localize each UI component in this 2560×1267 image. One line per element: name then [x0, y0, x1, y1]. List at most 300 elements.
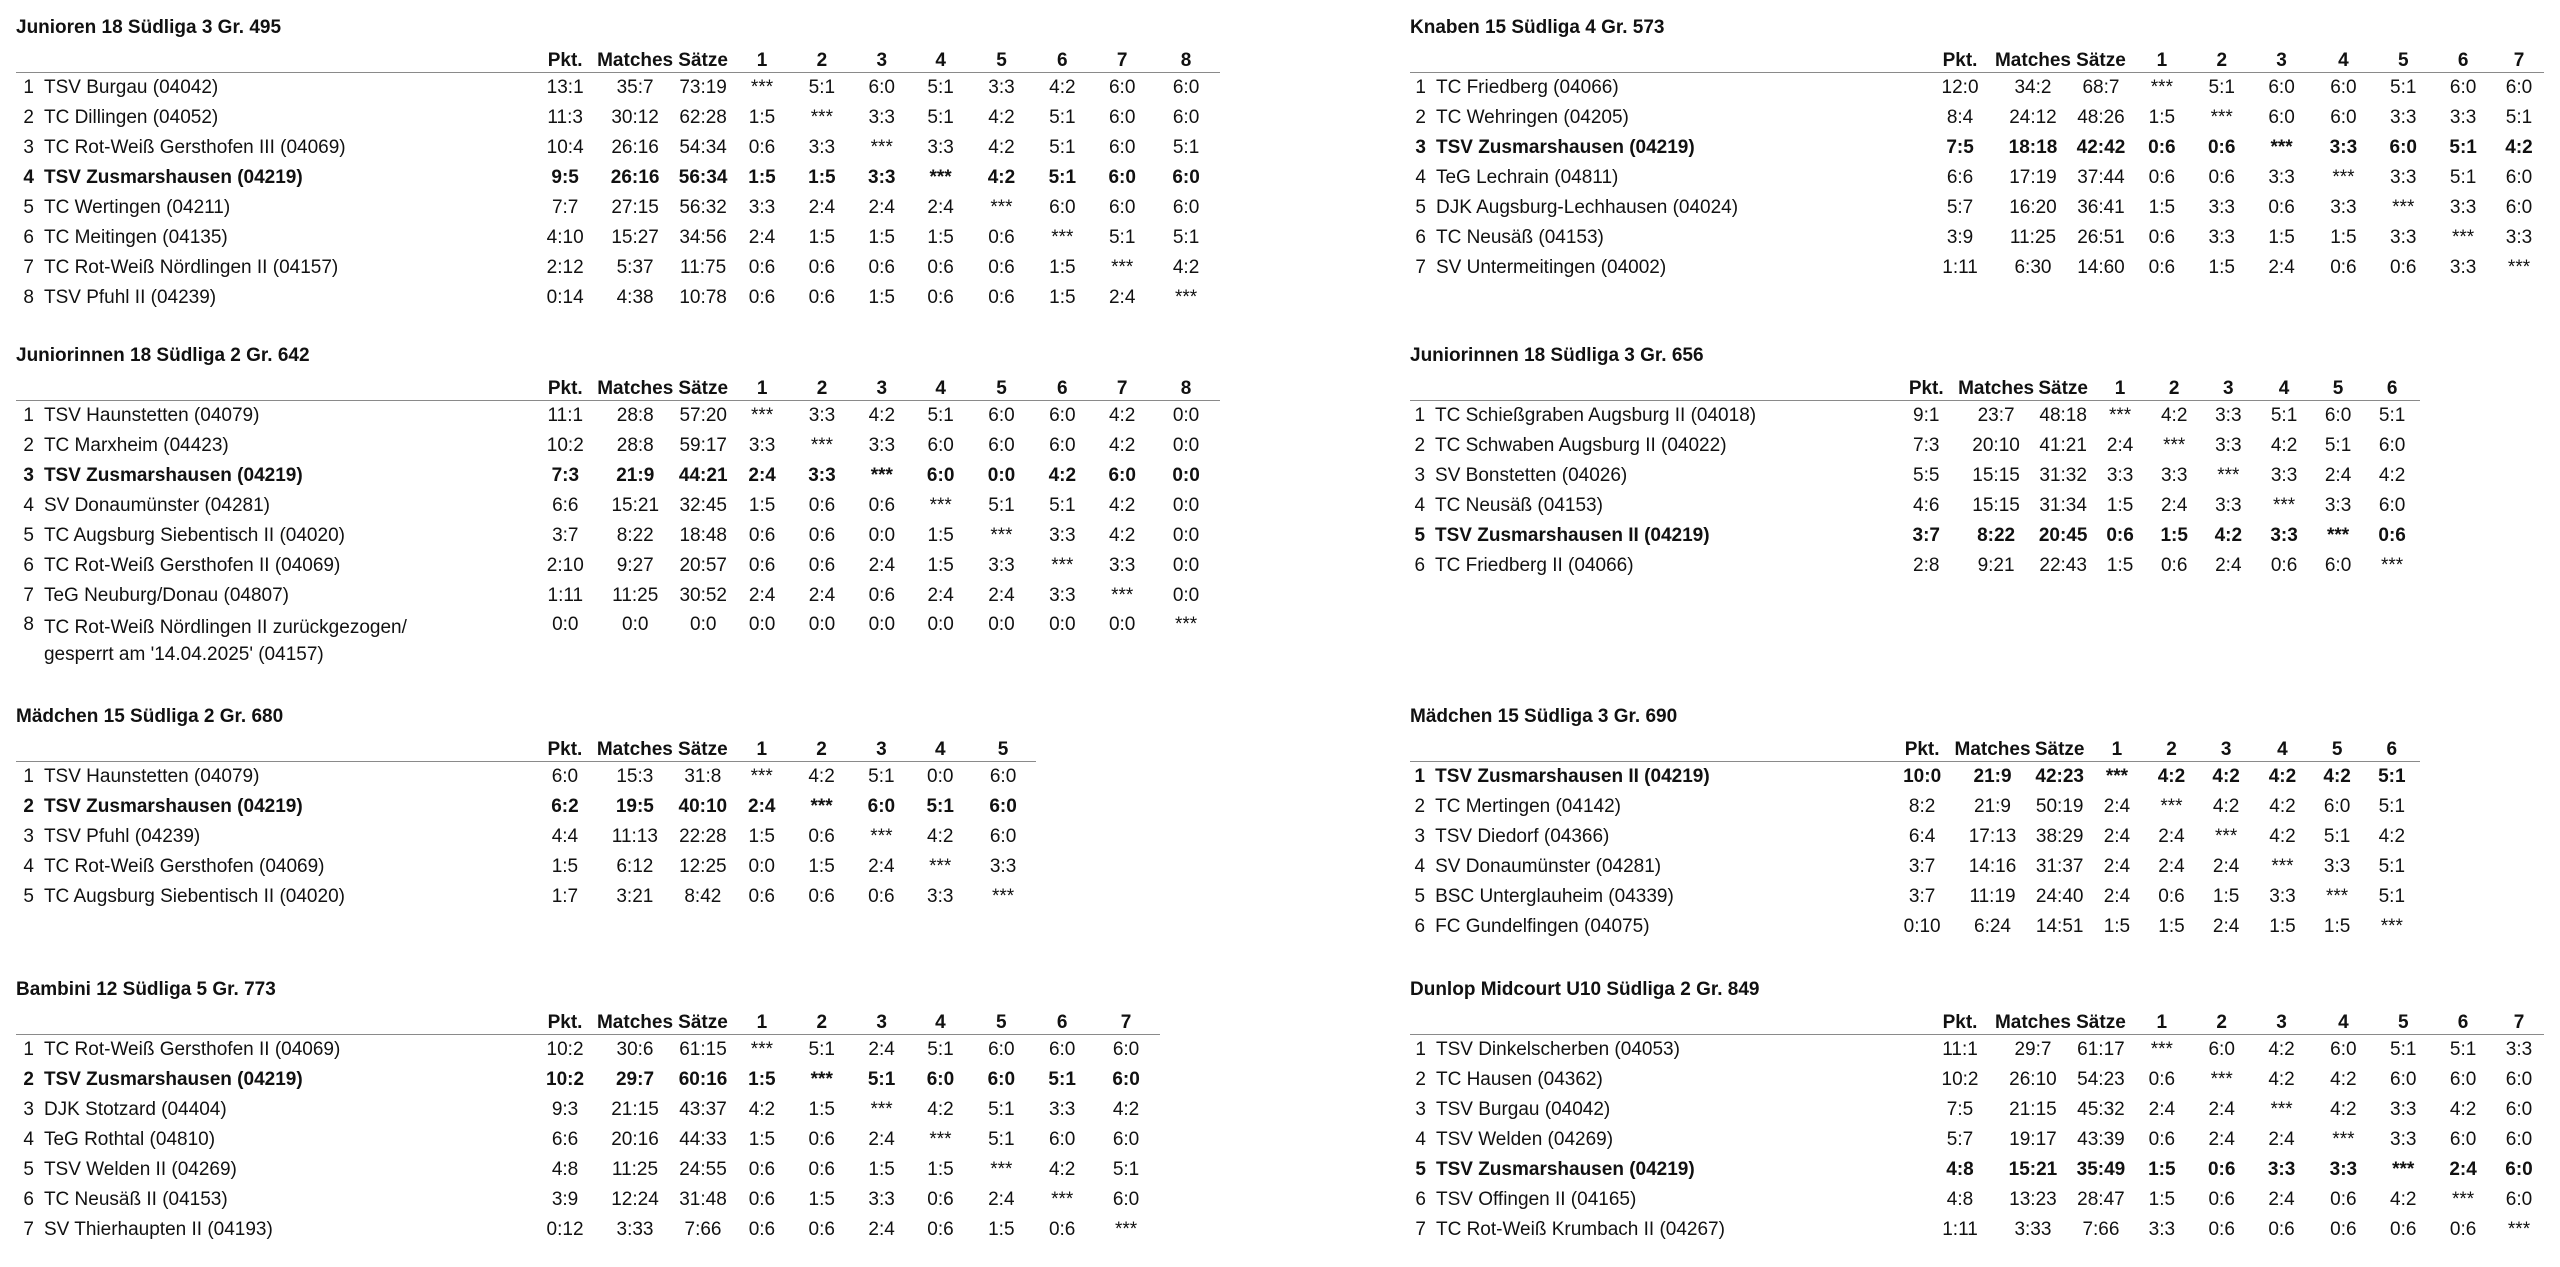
score-cell: 4:2 — [2323, 766, 2351, 787]
score-cell: 3:3 — [2324, 495, 2352, 516]
score-cell: *** — [2163, 435, 2186, 456]
score-cell: 0:0 — [808, 614, 836, 635]
score-cell: 5:1 — [927, 77, 954, 98]
score-cell: 8:42 — [684, 886, 722, 907]
team-name-cell — [1435, 491, 1894, 521]
team-name-cell — [44, 551, 533, 581]
score-cell: 6:24 — [1974, 916, 2011, 937]
rank-cell: 1 — [23, 77, 34, 98]
score-cell: 3:3 — [2215, 495, 2242, 516]
score-cell: 5:1 — [2378, 856, 2406, 877]
rank-cell: 3 — [23, 826, 34, 847]
team-header — [1435, 735, 1890, 762]
score-cell: 15:21 — [611, 495, 660, 516]
score-cell: 0:0 — [1049, 614, 1076, 635]
table-row — [16, 1215, 1160, 1245]
score-cell: 16:20 — [2009, 197, 2057, 218]
table-row — [16, 1095, 1160, 1125]
score-cell: 0:0 — [1172, 465, 1200, 486]
team-name: TSV Welden II (04269) — [43, 1159, 237, 1180]
column-header: 6 — [2457, 50, 2469, 71]
score-cell: 0:6 — [748, 287, 776, 308]
score-cell: *** — [751, 405, 774, 426]
rank-header — [16, 735, 44, 762]
score-cell: 18:48 — [679, 525, 727, 546]
score-cell: 6:6 — [551, 1129, 579, 1150]
score-cell: 4:8 — [551, 1159, 579, 1180]
team-name-cell — [44, 1185, 533, 1215]
table-row — [1410, 551, 2420, 581]
score-cell: 31:32 — [2039, 465, 2087, 486]
score-cell: 6:0 — [2505, 197, 2533, 218]
rank-cell: 5 — [23, 525, 34, 546]
table-row — [16, 401, 1220, 432]
score-cell: 0:6 — [2208, 1189, 2235, 1210]
score-cell: 6:0 — [1172, 197, 1200, 218]
score-cell: 4:6 — [1913, 495, 1940, 516]
score-cell: 6:0 — [1172, 77, 1200, 98]
score-cell: 31:37 — [2035, 856, 2084, 877]
column-header: Matches — [1958, 378, 2035, 399]
team-name: TeG Neuburg/Donau (04807) — [43, 585, 289, 606]
team-name: TC Rot-Weiß Gersthofen III (04069) — [43, 137, 346, 158]
score-cell: 6:0 — [2378, 495, 2406, 516]
table-row — [1410, 1035, 2544, 1066]
score-cell: 0:6 — [927, 287, 954, 308]
team-name-cell — [1435, 852, 1890, 882]
score-cell: 28:47 — [2077, 1189, 2125, 1210]
score-cell: 7:7 — [551, 197, 579, 218]
score-cell: 0:0 — [868, 614, 896, 635]
score-cell: *** — [1114, 1219, 1138, 1240]
rank-cell: 6 — [1414, 916, 1426, 937]
score-cell: 20:16 — [611, 1129, 659, 1150]
rank-cell: 6 — [23, 555, 34, 576]
score-cell: 1:5 — [1049, 257, 1076, 278]
column-header: 5 — [2331, 739, 2343, 760]
score-cell: 11:25 — [2009, 227, 2057, 248]
column-header: 6 — [1056, 1012, 1068, 1033]
score-cell: 5:1 — [1172, 227, 1200, 248]
team-name: TC Augsburg Siebentisch II (04020) — [43, 886, 345, 907]
score-cell: 3:3 — [748, 435, 776, 456]
table-row — [16, 1125, 1160, 1155]
score-cell: 5:1 — [2270, 405, 2298, 426]
score-cell: 6:0 — [1172, 167, 1200, 188]
column-header: 5 — [996, 50, 1007, 71]
column-header: 7 — [1120, 1012, 1132, 1033]
team-name-cell — [1436, 253, 1925, 283]
rank-cell: 3 — [1415, 1099, 1426, 1120]
score-cell: 10:2 — [546, 435, 584, 456]
team-name-cell — [1436, 1035, 1925, 1066]
score-cell: 4:2 — [1108, 435, 1136, 456]
team-name-cell — [1435, 762, 1890, 793]
table-row — [16, 611, 1220, 668]
team-name-cell — [44, 611, 533, 668]
score-cell: 4:2 — [2214, 525, 2243, 546]
score-cell: 6:0 — [2208, 1039, 2235, 1060]
league-block-junioren-18-gr-495 — [16, 16, 1220, 313]
score-cell: 10:0 — [1903, 766, 1942, 787]
score-cell: 5:1 — [2390, 77, 2417, 98]
score-cell: 5:1 — [927, 405, 954, 426]
score-cell: 6:0 — [2330, 107, 2357, 128]
score-cell: *** — [810, 107, 833, 128]
score-cell: 5:1 — [927, 1039, 954, 1060]
team-name: DJK Augsburg-Lechhausen (04024) — [1435, 197, 1739, 218]
score-cell: 40:10 — [678, 796, 728, 817]
column-header: 4 — [2278, 378, 2290, 399]
score-cell: 3:3 — [2329, 1159, 2358, 1180]
score-cell: 4:2 — [2330, 1099, 2357, 1120]
score-cell: 0:0 — [1172, 525, 1200, 546]
team-name: SV Donaumünster (04281) — [1435, 856, 1662, 877]
score-cell: 0:0 — [622, 614, 649, 635]
score-cell: 8:22 — [616, 525, 654, 546]
score-cell: 12:24 — [611, 1189, 659, 1210]
column-header: 2 — [2166, 739, 2177, 760]
column-header: 1 — [2114, 378, 2126, 399]
rank-cell: 7 — [23, 1219, 34, 1240]
team-name: TC Rot-Weiß Gersthofen II (04069) — [43, 555, 341, 576]
score-cell: 18:18 — [2008, 137, 2058, 158]
score-cell: 42:23 — [2035, 766, 2084, 787]
rank-cell: 1 — [23, 766, 34, 787]
team-name-cell — [1435, 551, 1894, 581]
score-cell: 4:8 — [1946, 1189, 1974, 1210]
column-header: Pkt. — [1942, 1012, 1978, 1033]
team-name: TC Augsburg Siebentisch II (04020) — [43, 525, 345, 546]
score-cell: 11:75 — [680, 257, 727, 278]
score-cell: 4:2 — [2390, 1189, 2417, 1210]
table-row — [16, 762, 1036, 793]
score-cell: 1:11 — [1942, 1219, 1978, 1240]
team-name: TC Rot-Weiß Nördlingen II (04157) — [43, 257, 339, 278]
score-cell: 22:43 — [2039, 555, 2087, 576]
standings-table — [16, 1008, 1160, 1245]
score-cell: 4:2 — [927, 826, 954, 847]
table-row — [16, 223, 1220, 253]
column-header: Sätze — [678, 50, 728, 71]
standings-table — [1410, 735, 2420, 942]
score-cell: 6:0 — [2389, 137, 2417, 158]
score-cell: 3:3 — [2390, 107, 2417, 128]
score-cell: 4:2 — [1108, 525, 1136, 546]
score-cell: *** — [870, 465, 893, 486]
score-cell: 6:0 — [1108, 465, 1136, 486]
score-cell: 0:6 — [748, 886, 775, 907]
team-name-cell — [44, 133, 533, 163]
score-cell: 6:0 — [1112, 1189, 1140, 1210]
score-cell: *** — [810, 796, 833, 817]
header-row — [1410, 46, 2544, 73]
team-name: TSV Zusmarshausen II (04219) — [1435, 766, 1710, 787]
team-name: TC Dillingen (04052) — [43, 107, 219, 128]
team-name-cell — [44, 852, 533, 882]
score-cell: 1:5 — [2148, 1159, 2176, 1180]
score-cell: 0:6 — [748, 137, 776, 158]
score-cell: 0:6 — [748, 1189, 776, 1210]
column-header: 2 — [816, 378, 828, 399]
column-header: 1 — [2156, 1012, 2168, 1033]
team-name-cell — [1436, 1215, 1925, 1245]
score-cell: *** — [2507, 257, 2531, 278]
team-name: TSV Zusmarshausen (04219) — [1435, 137, 1695, 158]
rank-cell: 5 — [1415, 1159, 1426, 1180]
score-cell: 2:4 — [2212, 916, 2240, 937]
score-cell: 6:0 — [989, 826, 1017, 847]
score-cell: 6:0 — [2330, 1039, 2357, 1060]
score-cell: *** — [2392, 197, 2415, 218]
table-row — [1410, 1155, 2544, 1185]
score-cell: 5:1 — [988, 495, 1015, 516]
score-cell: 4:2 — [1108, 405, 1136, 426]
league-block-maedchen-15-gr-680 — [16, 705, 1036, 912]
score-cell: 1:5 — [2148, 107, 2176, 128]
score-cell: 3:3 — [868, 167, 896, 188]
rank-cell: 1 — [1415, 1039, 1426, 1060]
score-cell: 7:66 — [684, 1219, 722, 1240]
table-row — [16, 1065, 1160, 1095]
team-name-cell — [44, 491, 533, 521]
team-name: TC Schießgraben Augsburg II (04018) — [1435, 405, 1757, 426]
score-cell: 6:0 — [2390, 1069, 2417, 1090]
score-cell: 0:6 — [808, 555, 836, 576]
table-row — [16, 1035, 1160, 1066]
score-cell: 1:7 — [551, 886, 579, 907]
score-cell: 1:11 — [1942, 257, 1978, 278]
score-cell: 2:4 — [748, 227, 776, 248]
rank-cell: 1 — [23, 1039, 34, 1060]
score-cell: 11:19 — [1969, 886, 2016, 907]
score-cell: 2:4 — [927, 585, 954, 606]
score-cell: 5:1 — [1108, 227, 1136, 248]
score-cell: 11:13 — [611, 826, 658, 847]
column-header: Matches — [1954, 739, 2031, 760]
score-cell: 45:32 — [2077, 1099, 2125, 1120]
score-cell: 20:57 — [679, 555, 727, 576]
score-cell: *** — [1051, 555, 1074, 576]
column-header: Sätze — [2076, 50, 2126, 71]
score-cell: 10:2 — [546, 1069, 585, 1090]
team-header — [44, 46, 533, 73]
table-row — [16, 461, 1220, 491]
score-cell: 10:2 — [546, 1039, 584, 1060]
rank-cell: 3 — [1414, 465, 1426, 486]
score-cell: *** — [2326, 886, 2349, 907]
score-cell: 6:0 — [1049, 405, 1076, 426]
score-cell: *** — [929, 1129, 952, 1150]
team-name-cell — [44, 223, 533, 253]
score-cell: 6:0 — [2323, 796, 2351, 817]
team-name-cell — [44, 431, 533, 461]
team-name-cell — [44, 882, 533, 912]
column-header: Pkt. — [547, 378, 583, 399]
score-cell: 2:4 — [988, 1189, 1015, 1210]
score-cell: *** — [2392, 1159, 2415, 1180]
league-block-juniorinnen-18-gr-642 — [16, 344, 1220, 668]
team-name: SV Donaumünster (04281) — [43, 495, 270, 516]
score-cell: 0:6 — [808, 257, 836, 278]
column-header: 2 — [816, 739, 827, 760]
score-cell: 3:3 — [2390, 167, 2417, 188]
score-cell: 0:6 — [2148, 227, 2176, 248]
column-header: Sätze — [2076, 1012, 2126, 1033]
score-cell: 3:3 — [808, 465, 836, 486]
score-cell: 4:10 — [546, 227, 584, 248]
score-cell: 2:4 — [2268, 1189, 2295, 1210]
score-cell: 3:7 — [552, 525, 579, 546]
team-name: BSC Unterglauheim (04339) — [1435, 886, 1674, 907]
score-cell: 3:7 — [1912, 525, 1940, 546]
score-cell: 15:3 — [616, 766, 654, 787]
table-row — [16, 283, 1220, 313]
team-name-cell — [44, 1035, 533, 1066]
score-cell: 2:4 — [868, 856, 895, 877]
score-cell: *** — [2270, 1099, 2293, 1120]
score-cell: 5:1 — [868, 766, 895, 787]
score-cell: 4:2 — [2212, 796, 2240, 817]
team-name: TC Neusäß (04153) — [1435, 495, 1603, 516]
score-cell: 56:34 — [678, 167, 728, 188]
score-cell: 3:3 — [2215, 435, 2242, 456]
score-cell: 6:0 — [2505, 1159, 2533, 1180]
score-cell: 23:7 — [1977, 405, 2015, 426]
score-cell: 24:12 — [2009, 107, 2057, 128]
score-cell: 10:4 — [546, 137, 584, 158]
score-cell: *** — [2332, 1129, 2355, 1150]
score-cell: 6:0 — [2268, 77, 2295, 98]
column-header: 3 — [876, 50, 888, 71]
rank-cell: 2 — [1415, 1069, 1426, 1090]
score-cell: 12:0 — [1941, 77, 1979, 98]
league-title: Dunlop Midcourt U10 Südliga 2 Gr. 849 — [1410, 979, 1760, 1000]
score-cell: 1:5 — [808, 227, 836, 248]
score-cell: 0:0 — [868, 525, 896, 546]
rank-header — [16, 46, 44, 73]
score-cell: 0:0 — [987, 465, 1016, 486]
score-cell: 38:29 — [2035, 826, 2084, 847]
score-cell: 5:1 — [988, 1129, 1015, 1150]
score-cell: 5:1 — [1048, 1069, 1076, 1090]
score-cell: 6:0 — [2505, 1069, 2533, 1090]
table-row — [16, 163, 1220, 193]
rank-cell: 3 — [23, 465, 34, 486]
score-cell: *** — [2381, 555, 2404, 576]
column-header: Sätze — [678, 378, 729, 399]
score-cell: 3:3 — [2505, 227, 2533, 248]
score-cell: 41:21 — [2039, 435, 2087, 456]
score-cell: 3:9 — [1946, 227, 1974, 248]
score-cell: 2:8 — [1913, 555, 1940, 576]
score-cell: 5:1 — [926, 796, 954, 817]
table-row — [1410, 762, 2420, 793]
table-row — [1410, 1125, 2544, 1155]
score-cell: 6:0 — [2505, 1189, 2533, 1210]
team-name-cell — [1436, 1155, 1925, 1185]
rank-header — [16, 374, 44, 401]
score-cell: 5:7 — [1946, 197, 1974, 218]
score-cell: 5:1 — [2323, 826, 2351, 847]
score-cell: 5:1 — [2390, 1039, 2417, 1060]
table-row — [1410, 223, 2544, 253]
team-name: TC Friedberg II (04066) — [1435, 555, 1634, 576]
score-cell: 0:6 — [2330, 257, 2357, 278]
column-header: 3 — [2276, 1012, 2287, 1033]
score-cell: 0:12 — [546, 1219, 584, 1240]
score-cell: 2:4 — [2160, 495, 2188, 516]
column-header: 4 — [935, 50, 946, 71]
score-cell: 12:25 — [679, 856, 727, 877]
score-cell: 1:5 — [748, 826, 775, 847]
score-cell: 0:6 — [2148, 1129, 2176, 1150]
score-cell: 3:3 — [808, 137, 836, 158]
score-cell: 3:3 — [2267, 1159, 2296, 1180]
score-cell: 2:4 — [2208, 1099, 2235, 1120]
score-cell: 3:3 — [2330, 197, 2357, 218]
score-cell: 0:6 — [868, 495, 896, 516]
score-cell: 0:6 — [2449, 1219, 2477, 1240]
score-cell: 6:0 — [868, 77, 895, 98]
score-cell: 3:3 — [2449, 197, 2477, 218]
column-header: 4 — [934, 739, 946, 760]
score-cell: 0:6 — [2148, 257, 2176, 278]
score-cell: 3:3 — [1048, 1099, 1076, 1120]
column-header: 1 — [2156, 50, 2168, 71]
league-block-dunlop-midcourt-u10-gr-849 — [1410, 978, 2544, 1245]
score-cell: 6:0 — [1172, 107, 1200, 128]
column-header: Sätze — [2038, 378, 2088, 399]
score-cell: 20:10 — [1972, 435, 2020, 456]
table-row — [1410, 401, 2420, 432]
score-cell: 2:4 — [2158, 826, 2185, 847]
column-header: 1 — [756, 50, 768, 71]
table-row — [1410, 193, 2544, 223]
score-cell: 6:0 — [1049, 435, 1076, 456]
team-header — [1435, 374, 1894, 401]
team-name: TSV Pfuhl II (04239) — [43, 287, 217, 308]
table-row — [1410, 491, 2420, 521]
team-name: TSV Haunstetten (04079) — [43, 766, 260, 787]
rank-cell: 2 — [1414, 435, 1426, 456]
score-cell: *** — [929, 856, 952, 877]
score-cell: 73:19 — [679, 77, 727, 98]
table-row — [1410, 852, 2420, 882]
score-cell: 0:6 — [808, 525, 836, 546]
team-name: TC Friedberg (04066) — [1435, 77, 1619, 98]
score-cell: 2:4 — [868, 1039, 895, 1060]
column-header: Pkt. — [1942, 50, 1978, 71]
score-cell: 7:5 — [1946, 137, 1974, 158]
score-cell: 3:3 — [2270, 525, 2298, 546]
score-cell: 0:6 — [808, 1129, 835, 1150]
score-cell: 0:6 — [2330, 1189, 2357, 1210]
league-title: Junioren 18 Südliga 3 Gr. 495 — [16, 17, 282, 38]
score-cell: 0:0 — [927, 766, 954, 787]
score-cell: 0:14 — [546, 287, 584, 308]
score-cell: 4:2 — [988, 137, 1015, 158]
team-name: TC Marxheim (04423) — [43, 435, 229, 456]
score-cell: 5:1 — [1049, 137, 1076, 158]
column-header: Matches — [1994, 50, 2071, 71]
table-row — [16, 103, 1220, 133]
score-cell: 1:5 — [868, 1159, 895, 1180]
rank-header — [1410, 735, 1435, 762]
score-cell: 0:6 — [2148, 167, 2176, 188]
column-header: Pkt. — [547, 1012, 583, 1033]
rank-cell: 2 — [23, 1069, 34, 1090]
